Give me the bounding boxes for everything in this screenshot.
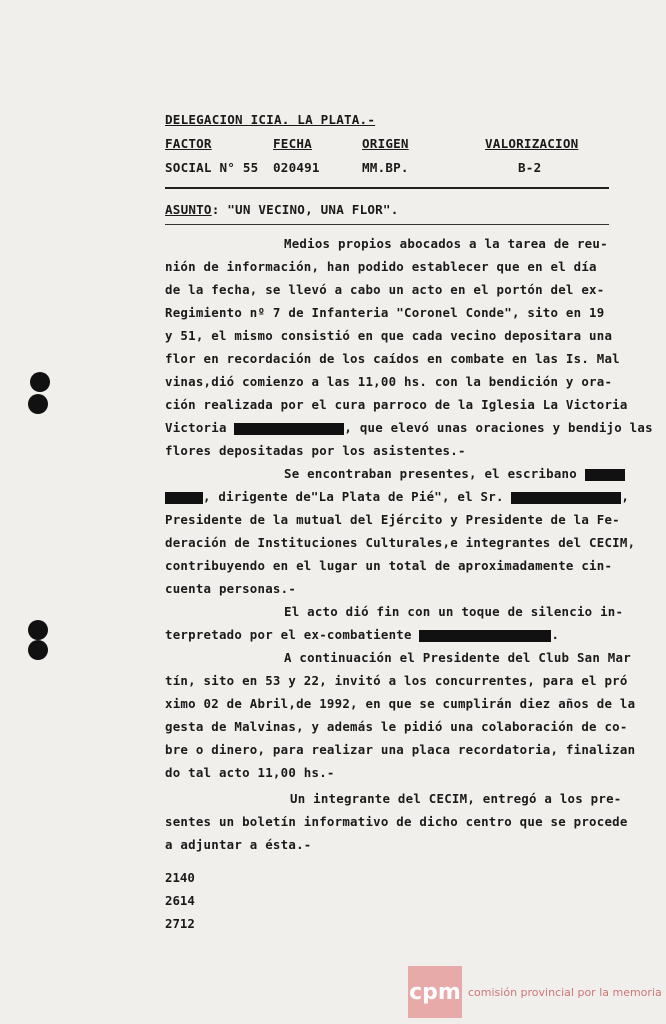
val-fecha: 020491 (273, 160, 320, 175)
archive-watermark (408, 966, 662, 1018)
body-line: y 51, el mismo consistió en que cada vecino depositara una (165, 328, 613, 343)
body-line: nión de información, han podido establecer que en el día (165, 259, 597, 274)
val-factor: SOCIAL N° 55 (165, 160, 259, 175)
body-line: Presidente de la mutual del Ejército y Presidente de la Fe- (165, 512, 620, 527)
asunto-label: ASUNTO (165, 202, 212, 217)
body-line (165, 627, 559, 642)
body-line (284, 466, 625, 481)
body-line: bre o dinero, para realizar una placa recordatoria, finalizan (165, 742, 636, 757)
redaction-bar (165, 492, 203, 504)
col-factor: FACTOR (165, 136, 212, 151)
punch-hole-bottom (28, 620, 48, 640)
victoria-word: Victoria (165, 420, 227, 435)
punch-hole-top-2 (28, 394, 48, 414)
body-line: contribuyendo en el lugar un total de aproximadamente cin- (165, 558, 613, 573)
redaction-bar (511, 492, 621, 504)
redaction-bar (585, 469, 625, 481)
body-line: vinas,dió comienzo a las 11,00 hs. con la bendición y ora- (165, 374, 613, 389)
col-valorizacion: VALORIZACION (485, 136, 579, 151)
body-line: Un integrante del CECIM, entregó a los pre- (290, 791, 622, 806)
office-title: DELEGACION ICIA. LA PLATA.- (165, 112, 376, 127)
body-line: tín, sito en 53 y 22, invitó a los concurrentes, para el pró (165, 673, 628, 688)
redaction-bar (419, 630, 551, 642)
reference-number: 2712 (165, 916, 195, 931)
body-line: flor en recordación de los caídos en combate en las Is. Mal (165, 351, 620, 366)
header-rule (165, 187, 609, 189)
body-line: do tal acto 11,00 hs.- (165, 765, 335, 780)
victoria-rest: , que elevó unas oraciones y bendijo las (344, 420, 653, 435)
cpm-logo: cpm (408, 966, 462, 1018)
dirigente-text: , dirigente de"La Plata de Pié", el Sr. (203, 489, 504, 504)
body-line: a adjuntar a ésta.- (165, 837, 312, 852)
body-line: cuenta personas.- (165, 581, 297, 596)
punch-hole-top (30, 372, 50, 392)
comma: , (621, 489, 630, 504)
body-line: flores depositadas por los asistentes.- (165, 443, 466, 458)
body-line: deración de Instituciones Culturales,e integrantes del CECIM, (165, 535, 636, 550)
body-line: ximo 02 de Abril,de 1992, en que se cumplirán diez años de la (165, 696, 636, 711)
excombatiente-text: terpretado por el ex-combatiente (165, 627, 412, 642)
reference-number: 2614 (165, 893, 195, 908)
body-line: Medios propios abocados a la tarea de reu- (284, 236, 608, 251)
val-valorizacion: B-2 (518, 160, 542, 175)
body-line (165, 489, 629, 504)
asunto-line (165, 202, 398, 217)
val-origen: MM.BP. (362, 160, 409, 175)
body-line: Regimiento nº 7 de Infanteria "Coronel Conde", sito en 19 (165, 305, 605, 320)
asunto-text: : "UN VECINO, UNA FLOR". (211, 202, 399, 217)
col-fecha: FECHA (273, 136, 312, 151)
body-line: El acto dió fin con un toque de silencio in- (284, 604, 624, 619)
asunto-rule (165, 224, 609, 225)
body-line: de la fecha, se llevó a cabo un acto en el portón del ex- (165, 282, 605, 297)
escribano-text: Se encontraban presentes, el escribano (284, 466, 577, 481)
body-line: A continuación el Presidente del Club San Mar (284, 650, 631, 665)
period: . (551, 627, 560, 642)
body-line: ción realizada por el cura parroco de la Iglesia La Victoria (165, 397, 628, 412)
col-origen: ORIGEN (362, 136, 409, 151)
body-line (165, 420, 653, 435)
punch-hole-bottom-2 (28, 640, 48, 660)
reference-number: 2140 (165, 870, 195, 885)
redaction-bar (234, 423, 344, 435)
organization-name: comisión provincial por la memoria (468, 985, 662, 999)
body-line: gesta de Malvinas, y además le pidió una colaboración de co- (165, 719, 628, 734)
body-line: sentes un boletín informativo de dicho centro que se procede (165, 814, 628, 829)
